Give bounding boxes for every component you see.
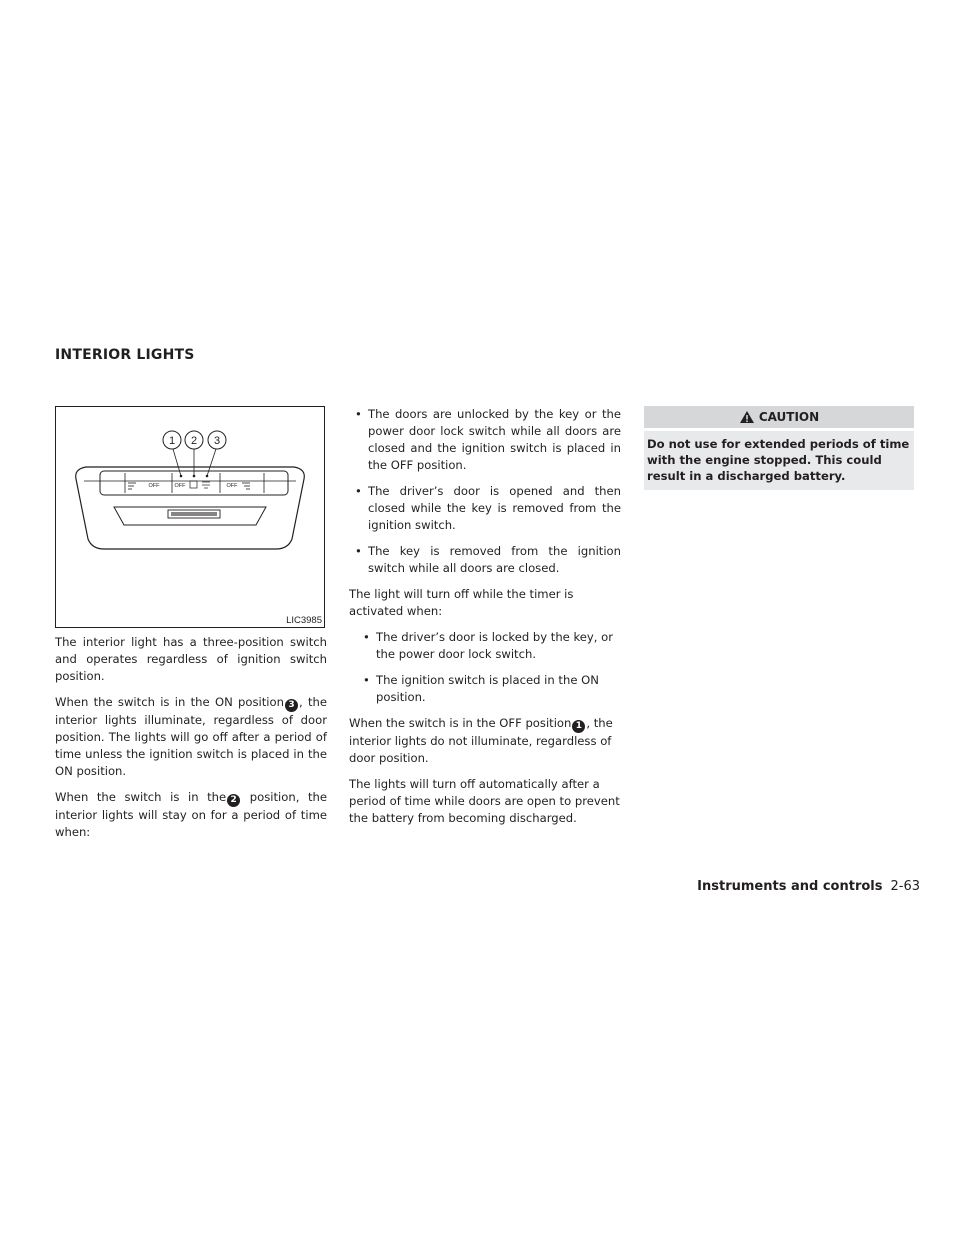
callout-2-inline-icon: 2	[227, 794, 240, 807]
callout-3-inline-icon: 3	[285, 699, 298, 712]
door-position-paragraph	[55, 789, 327, 841]
switch-label-center: OFF	[174, 483, 186, 489]
auto-off-paragraph: The lights will turn off automatically after a period of time while doors are open to prevent the battery from becoming discharged.	[349, 777, 620, 825]
overhead-console-illustration	[56, 407, 324, 627]
map-light-left-icon	[128, 483, 136, 489]
door-position-text-b: position, the interior lights will stay on for a period of time when:	[55, 790, 327, 839]
column-3	[644, 406, 914, 490]
interior-light-figure	[55, 406, 325, 628]
dome-light-icon	[202, 482, 210, 488]
column-2	[349, 406, 621, 836]
on-position-paragraph	[55, 694, 327, 780]
page-number: 2-63	[890, 879, 920, 894]
footer-chapter-title: Instruments and controls	[697, 879, 883, 894]
caution-header	[644, 406, 914, 428]
callout-2-label: 2	[190, 435, 198, 447]
list-item: • The ignition switch is placed in the ON position.	[349, 672, 621, 706]
list-item: • The driver’s door is locked by the key, or the power door lock switch.	[349, 629, 621, 663]
figure-id: LIC3985	[286, 615, 322, 626]
section-title: INTERIOR LIGHTS	[55, 347, 195, 363]
stay-on-conditions	[349, 406, 621, 577]
callout-3-label: 3	[213, 435, 221, 447]
page-footer	[697, 879, 920, 894]
list-item: • The driver’s door is opened and then closed while the key is removed from the ignition switch.	[349, 483, 621, 534]
callout-1-inline-icon: 1	[572, 720, 585, 733]
timer-off-conditions	[349, 629, 621, 706]
off-position-paragraph	[349, 715, 621, 767]
callout-1-label: 1	[168, 435, 176, 447]
intro-paragraph: The interior light has a three-position switch and operates regardless of ignition switch position.	[55, 635, 327, 683]
off-position-text-a: When the switch is in the OFF position	[349, 716, 572, 730]
on-position-text-b: , the interior lights illuminate, regardless of door position. The lights will go off after a period of time unless the ignition switch is placed in the ON position.	[55, 695, 327, 778]
map-light-right-icon	[242, 483, 250, 489]
warning-triangle-icon	[739, 410, 755, 424]
timer-off-paragraph: The light will turn off while the timer is activated when:	[349, 587, 574, 618]
off-position-text-b: , the interior lights do not illuminate, regardless of door position.	[349, 716, 613, 765]
list-item: • The key is removed from the ignition switch while all doors are closed.	[349, 543, 621, 577]
caution-title: CAUTION	[758, 409, 820, 424]
on-position-text-a: When the switch is in the ON position	[55, 695, 284, 709]
column-1	[55, 634, 327, 850]
door-icon	[190, 481, 197, 488]
switch-label-left: OFF	[148, 483, 160, 489]
door-position-text-a: When the switch is in the	[55, 790, 227, 804]
caution-text: Do not use for extended periods of time with the engine stopped. This could result in a discharged battery.	[644, 431, 914, 490]
list-item: • The doors are unlocked by the key or the power door lock switch while all doors are closed and the ignition switch is placed in the OFF position.	[349, 406, 621, 474]
switch-label-right: OFF	[226, 483, 238, 489]
